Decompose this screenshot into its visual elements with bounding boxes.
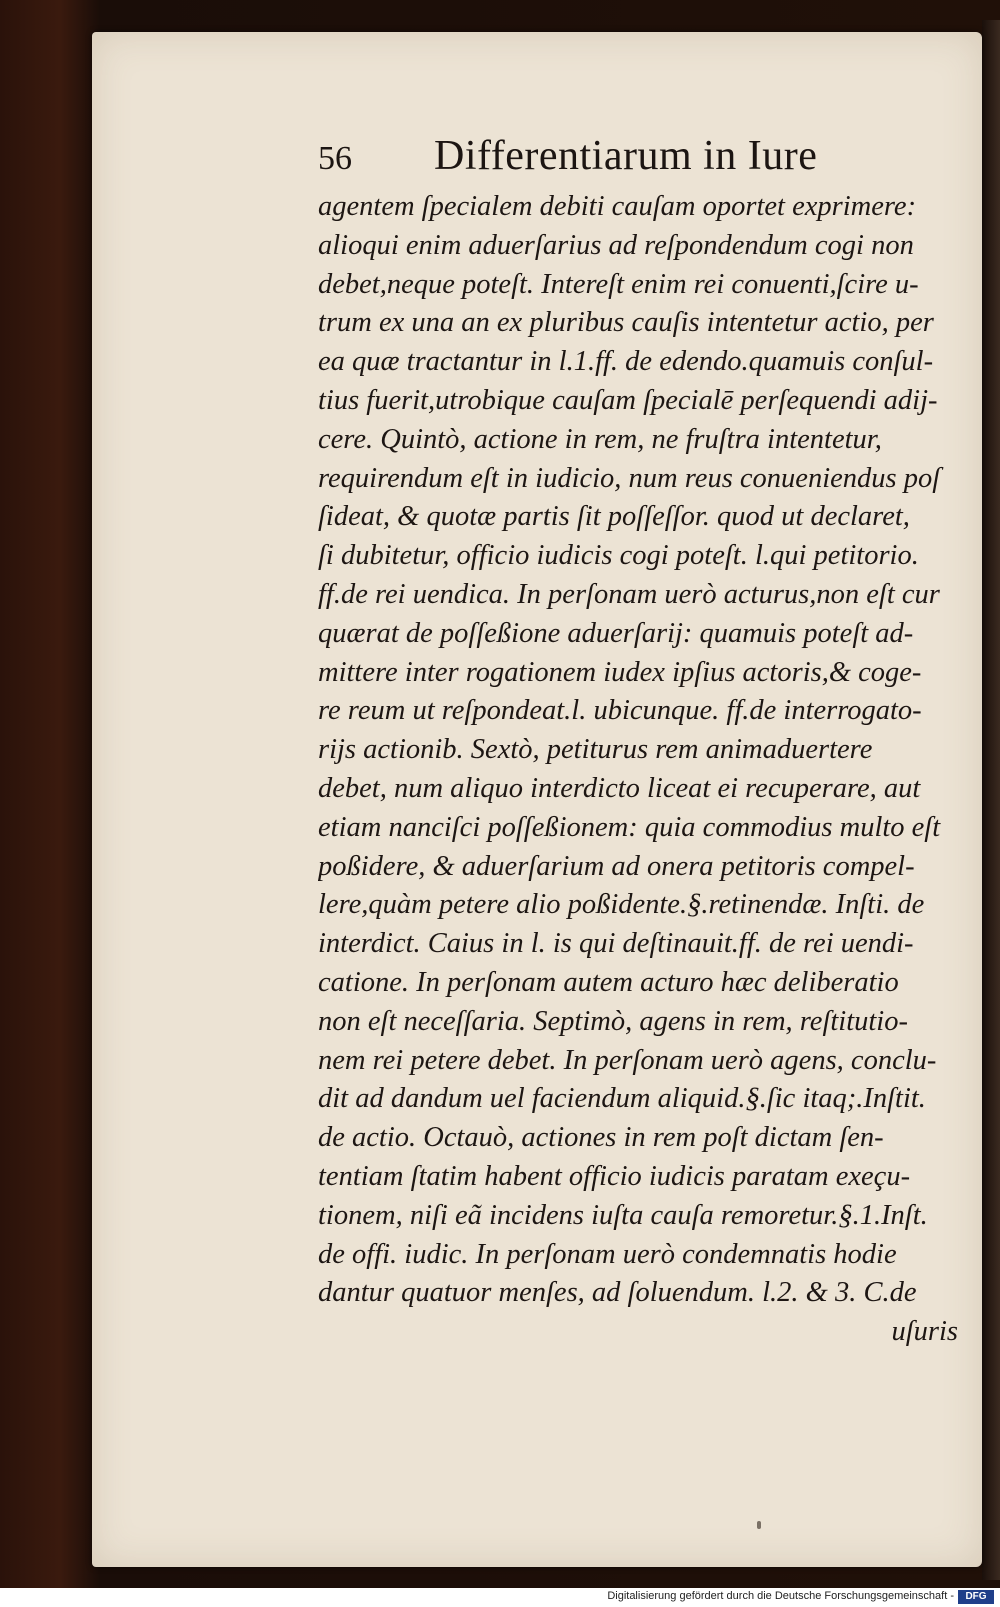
running-title: Differentiarum in Iure	[434, 133, 818, 179]
text-line: alioqui enim aduerſarius ad reſpondendum cogi non	[318, 229, 914, 261]
text-line: de actio. Octauò, actiones in rem poſt dictam ſen-	[318, 1122, 884, 1154]
text-line: ſi dubitetur, officio iudicis cogi poteſt. l.qui petitorio.	[318, 540, 919, 572]
text-line: agentem ſpecialem debiti cauſam oportet exprimere:	[318, 191, 917, 222]
text-line: tius fuerit,utrobique cauſam ſpecialē perſequendi adij-	[318, 384, 938, 416]
text-line: tionem, niſi eã incidens iuſta cauſa remoretur.§.1.Inſt.	[318, 1199, 928, 1231]
text-line: ſideat, & quotæ partis ſit poſſeſſor. quod ut declaret,	[318, 501, 910, 533]
text-line: non eſt neceſſaria. Septimò, agens in rem, reſtitutio-	[318, 1005, 908, 1037]
text-line: ff.de rei uendica. In perſonam uerò acturus,non eſt cur	[318, 578, 940, 610]
catchword: uſuris	[891, 1316, 958, 1348]
text-line: cere. Quintò, actione in rem, ne fruſtra intentetur,	[318, 423, 882, 455]
footer-bar	[0, 1588, 1000, 1607]
text-line: mittere inter rogationem iudex ipſius actoris,& coge-	[318, 656, 922, 688]
text-line: trum ex una an ex pluribus cauſis intentetur actio, per	[318, 307, 934, 339]
text-line: debet, num aliquo interdicto liceat ei recuperare, aut	[318, 772, 921, 804]
text-line: ea quæ tractantur in l.1.ff. de edendo.quamuis conſul-	[318, 346, 934, 378]
text-line: catione. In perſonam autem acturo hæc deliberatio	[318, 966, 899, 998]
text-line: de offi. iudic. In perſonam uerò condemnatis hodie	[318, 1238, 897, 1270]
dfg-logo: DFG	[958, 1590, 994, 1604]
funding-credit: Digitalisierung gefördert durch die Deutsche Forschungsgemeinschaft -	[607, 1590, 954, 1602]
text-line: debet,neque poteſt. Intereſt enim rei conuenti,ſcire u-	[318, 268, 919, 300]
page-header	[318, 132, 958, 182]
text-line: lere,quàm petere alio poßidente.§.retinendæ. Inſti. de	[318, 889, 925, 921]
text-line: dit ad dandum uel faciendum aliquid.§.ſic itaq;.Inſtit.	[318, 1083, 926, 1115]
text-line: rijs actionib. Sextò, petiturus rem animaduertere	[318, 734, 873, 766]
text-line: quærat de poſſeßione aduerſarij: quamuis poteſt ad-	[318, 617, 914, 649]
book-edge	[982, 20, 1000, 1580]
body-text	[318, 188, 958, 1352]
text-line: poßidere, & aduerſarium ad onera petitoris compel-	[318, 850, 915, 882]
text-line: re reum ut reſpondeat.l. ubicunque. ff.de interrogato-	[318, 695, 922, 727]
text-line: dantur quatuor menſes, ad ſoluendum. l.2. & 3. C.de	[318, 1277, 917, 1309]
page-number: 56	[318, 140, 352, 177]
text-line: requirendum eſt in iudicio, num reus conueniendus poſ	[318, 462, 941, 494]
text-line: tentiam ſtatim habent officio iudicis paratam exeçu-	[318, 1160, 911, 1192]
text-line: etiam nanciſci poſſeßionem: quia commodius multo eſt	[318, 811, 941, 843]
text-line: interdict. Caius in l. is qui deſtinauit.ff. de rei uendi-	[318, 928, 914, 960]
ink-mark	[757, 1521, 761, 1529]
text-line: nem rei petere debet. In perſonam uerò agens, conclu-	[318, 1044, 937, 1076]
